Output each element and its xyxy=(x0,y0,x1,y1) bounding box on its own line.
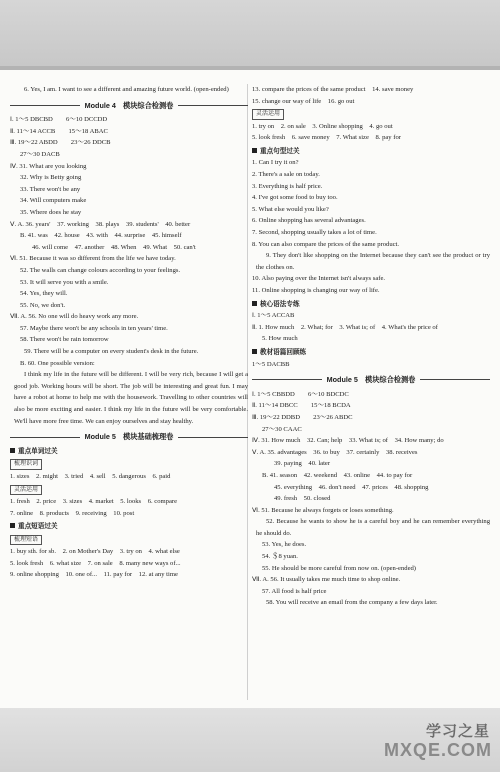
answer-line: 27～30 DACB xyxy=(20,150,60,158)
answer-line: B. 41. was 42. house 43. with 44. surprise 45. himself xyxy=(20,232,182,240)
answer-line: Ⅱ. 11～14 ACCB 15～18 ABAC xyxy=(10,127,108,135)
square-bullet-icon xyxy=(252,349,257,354)
answer-line: 6. Online shopping has several advantages. xyxy=(252,217,366,225)
section-title-text: 重点短语过关 xyxy=(18,523,58,531)
answer-line: Ⅵ. 51. Because he always forgets or loses something. xyxy=(252,506,394,514)
answer-line: 39. paying 40. later xyxy=(274,460,331,468)
answer-line: 6. Yes, I am. I want to see a different and amazing future world. (open-ended) xyxy=(24,86,229,93)
answer-line: Ⅱ. 11～14 DBCC 15～18 BCDA xyxy=(252,402,351,410)
section-title-text: 教材语篇回顾练 xyxy=(260,348,307,356)
answer-line: I think my life in the future will be different. I will be very rich, because I will get a good job. Working hours will be short. The job will be interesting and great fun. I may have a robot at home to help me with the housework. Travelling to other countries will also be more exciting and easier. I think my life in the future will be very comfortable. We'll have more free time. We can enjoy ourselves and stay healthy. xyxy=(14,371,248,425)
answer-line: 57. All food is half price xyxy=(262,587,327,595)
section-title xyxy=(252,347,490,359)
module-heading xyxy=(10,100,248,112)
section-title xyxy=(252,146,490,158)
answer-line: 58. You will receive an email from the company a few days later. xyxy=(266,599,438,607)
answer-line: 27～30 CAAC xyxy=(262,425,302,433)
answer-line: 55. He should be more careful from now on. (open-ended) xyxy=(262,564,416,572)
right-column xyxy=(252,84,490,609)
answer-line: Ⅰ. 1～5 ACCAB xyxy=(252,312,295,320)
answer-line: B. 60. One possible version: xyxy=(20,359,95,367)
answer-line: Ⅳ. 31. How much 32. Can; help 33. What is; of 34. How many; do xyxy=(252,437,444,445)
footer-brand: 学习之星 xyxy=(425,723,490,740)
section-title xyxy=(10,521,248,533)
answer-line: 9. They don't like shopping on the Internet because they can't see the product or try the clothes on. xyxy=(256,252,490,271)
section-title-text: 重点句型过关 xyxy=(260,147,300,155)
module-heading-text: Module 5 模块综合检测卷 xyxy=(326,375,416,385)
subsection-tag: 梳理短语 xyxy=(10,535,42,546)
answer-line: 13. compare the prices of the same product 14. save money xyxy=(252,86,414,93)
answer-line: 7. online 8. products 9. receiving 10. post xyxy=(10,509,135,517)
answer-line: 4. I've got some food to buy too. xyxy=(252,194,338,202)
answer-line: Ⅳ. 31. What are you looking xyxy=(10,162,87,170)
section-title-text: 重点单词过关 xyxy=(18,447,58,455)
section-title xyxy=(10,446,248,458)
answer-line: Ⅴ. A. 35. advantages 36. to buy 37. certainly 38. receives xyxy=(252,448,418,456)
answer-line: Ⅵ. 51. Because it was so different from the life we have today. xyxy=(10,255,176,263)
answer-line: 1. Can I try it on? xyxy=(252,159,299,167)
answer-line: 49. fresh 50. closed xyxy=(274,495,331,503)
left-column xyxy=(10,84,248,581)
answer-line: 46. will come 47. another 48. When 49. What 50. can't xyxy=(32,243,196,251)
answer-line: Ⅱ. 1. How much 2. What; for 3. What is; of 4. What's the price of xyxy=(252,323,438,331)
answer-line: 2. There's a sale on today. xyxy=(252,171,320,179)
answer-line: 8. You can also compare the prices of the same product. xyxy=(252,240,400,248)
answer-line: 57. Maybe there won't be any schools in ten years' time. xyxy=(20,324,168,332)
square-bullet-icon xyxy=(10,448,15,453)
answer-line: 7. Second, shopping usually takes a lot of time. xyxy=(252,229,377,237)
answer-line: Ⅰ. 1～5 CBBDD 6～10 BDCDC xyxy=(252,390,349,398)
section-title xyxy=(252,299,490,311)
module-heading-text: Module 5 模块基础梳理卷 xyxy=(84,432,174,442)
answer-line: 1. sizes 2. might 3. tried 4. sell 5. dangerous 6. paid xyxy=(10,472,171,480)
answer-line: 15. change our way of life 16. go out xyxy=(252,97,355,105)
answer-line: 53. It will serve you with a smile. xyxy=(20,278,109,286)
answer-line: 52. The walls can change colours according to your feelings. xyxy=(20,266,181,274)
answer-line: 1. fresh 2. price 3. sizes 4. market 5. looks 6. compare xyxy=(10,498,178,505)
answer-line: 54. Yes, they will. xyxy=(20,290,68,298)
answer-line: Ⅶ. A. 56. It usually takes me much time to shop online. xyxy=(252,576,401,584)
module-heading-text: Module 4 模块综合检测卷 xyxy=(84,100,174,110)
answer-line: B. 41. season 42. weekend 43. online 44. to pay for xyxy=(262,471,413,479)
module-heading xyxy=(10,431,248,443)
top-background xyxy=(0,0,500,70)
square-bullet-icon xyxy=(252,301,257,306)
watermark: MXQE.COM xyxy=(383,740,492,760)
answer-line: 52. Because he wants to show he is a careful boy and he can remember everything he should do. xyxy=(256,518,490,537)
answer-line: 1. try on 2. on sale 3. Online shopping 4. go out xyxy=(252,122,393,130)
answer-line: 59. There will be a computer on every student's desk in the future. xyxy=(24,348,199,356)
answer-line: 5. How much xyxy=(262,335,298,343)
answer-line: Ⅲ. 19～22 DDBD 23～26 ABDC xyxy=(252,413,353,421)
answer-line: 9. online shopping 10. one of... 11. pay for 12. at any time xyxy=(10,571,178,579)
answer-line: 1. buy sth. for sb. 2. on Mother's Day 3. try on 4. what else xyxy=(10,548,180,556)
subsection-tag: 灵活运用 xyxy=(10,485,42,496)
answer-line: 32. Why is Betty going xyxy=(20,174,82,182)
answer-line: 10. Also paying over the Internet isn't always safe. xyxy=(252,275,386,283)
answer-line: 55. No, we don't. xyxy=(20,301,66,309)
answer-line: 33. There won't be any xyxy=(20,185,81,193)
answer-line: Ⅴ. A. 36. years' 37. working 38. plays 39. students' 40. better xyxy=(10,220,191,228)
subsection-tag: 梳理识词 xyxy=(10,459,42,470)
answer-line: 11. Online shopping is changing our way of life. xyxy=(252,287,380,294)
answer-line: 53. Yes, he does. xyxy=(262,541,307,549)
answer-line: 58. There won't be rain tomorrow xyxy=(20,336,109,344)
answer-line: Ⅲ. 19～22 ABDD 23～26 DDCB xyxy=(10,139,111,147)
subsection-tag: 灵活运用 xyxy=(252,109,284,120)
answer-line: 35. Where does he stay xyxy=(20,208,82,216)
answer-line: 5. What else would you like? xyxy=(252,205,329,213)
square-bullet-icon xyxy=(10,523,15,528)
answer-line: Ⅶ. A. 56. No one will do heavy work any more. xyxy=(10,313,139,321)
module-heading xyxy=(252,374,490,386)
answer-line: 5. look fresh 6. what size 7. on sale 8. many new ways of... xyxy=(10,559,181,567)
answer-line: 45. everything 46. don't need 47. prices 48. shopping xyxy=(274,483,429,491)
square-bullet-icon xyxy=(252,148,257,153)
section-title-text: 核心语法专练 xyxy=(260,300,300,308)
answer-line: Ⅰ. 1～5 DBCBD 6～10 DCCDD xyxy=(10,116,108,124)
answer-line: 34. Will computers make xyxy=(20,197,87,205)
answer-line: 5. look fresh 6. save money 7. What size 8. pay for xyxy=(252,134,401,142)
answer-line: 3. Everything is half price. xyxy=(252,182,323,190)
answer-line: 1～5 DACBB xyxy=(252,360,290,368)
answer-line: 54. ＄8 yuan. xyxy=(262,553,298,561)
